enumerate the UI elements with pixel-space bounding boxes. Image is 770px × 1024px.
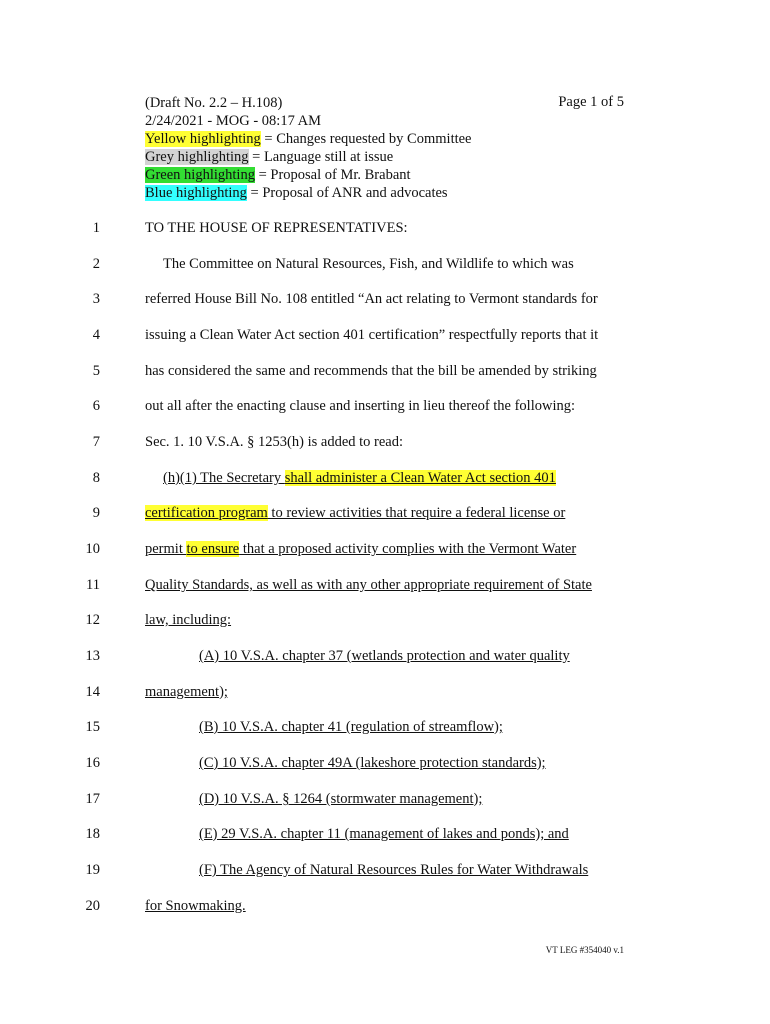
legend-green [145, 166, 411, 184]
line-text: (C) 10 V.S.A. chapter 49A (lakeshore protection standards); [199, 755, 546, 771]
line-number: 10 [85, 541, 100, 557]
line-text: out all after the enacting clause and inserting in lieu thereof the following: [145, 398, 576, 414]
line-number: 19 [85, 862, 100, 878]
highlighted-text: shall administer a Clean Water Act section 401 [284, 470, 556, 486]
legend-green-desc: = Proposal of Mr. Brabant [254, 167, 411, 183]
line-number: 4 [92, 327, 100, 343]
line-11 [0, 577, 770, 597]
line-text: law, including: [145, 612, 232, 628]
line-3 [0, 291, 770, 311]
line-text: The Committee on Natural Resources, Fish, and Wildlife to which was [163, 256, 574, 272]
line-number: 18 [85, 826, 100, 842]
line-15 [0, 719, 770, 739]
line-text [163, 470, 556, 487]
line-13 [0, 648, 770, 668]
highlighted-text: to ensure [186, 541, 240, 557]
line-text-part: to review activities that require a federal license or [267, 505, 566, 521]
line-number: 12 [85, 612, 100, 628]
line-5 [0, 363, 770, 383]
line-number: 6 [92, 398, 100, 414]
line-text: has considered the same and recommends that the bill be amended by striking [145, 363, 597, 379]
line-text: (A) 10 V.S.A. chapter 37 (wetlands protection and water quality [199, 648, 570, 664]
legend-blue [145, 184, 448, 202]
line-text: (F) The Agency of Natural Resources Rules for Water Withdrawals [199, 862, 589, 878]
line-number: 1 [92, 220, 100, 236]
legend-blue-label: Blue highlighting [145, 185, 247, 201]
legend-grey-desc: = Language still at issue [248, 149, 394, 165]
draft-datetime: 2/24/2021 - MOG - 08:17 AM [145, 113, 322, 129]
legend-yellow-desc: = Changes requested by Committee [260, 131, 472, 147]
legend-grey-label: Grey highlighting [145, 149, 249, 165]
line-text: issuing a Clean Water Act section 401 certification” respectfully reports that it [145, 327, 599, 343]
line-4 [0, 327, 770, 347]
line-text [145, 541, 576, 558]
line-2 [0, 256, 770, 276]
line-number: 9 [92, 505, 100, 521]
line-17 [0, 791, 770, 811]
legend-yellow-label: Yellow highlighting [145, 131, 261, 147]
line-9 [0, 505, 770, 525]
line-text-part: permit [145, 541, 187, 557]
line-14 [0, 684, 770, 704]
line-number: 3 [92, 291, 100, 307]
line-number: 11 [86, 577, 100, 593]
line-number: 20 [85, 898, 100, 914]
line-number: 2 [92, 256, 100, 272]
line-number: 16 [85, 755, 100, 771]
line-number: 8 [92, 470, 100, 486]
line-text: (B) 10 V.S.A. chapter 41 (regulation of streamflow); [199, 719, 503, 735]
legend-green-label: Green highlighting [145, 167, 255, 183]
line-number: 17 [85, 791, 100, 807]
line-number: 5 [92, 363, 100, 379]
line-number: 13 [85, 648, 100, 664]
line-text: TO THE HOUSE OF REPRESENTATIVES: [145, 220, 408, 236]
line-text: referred House Bill No. 108 entitled “An act relating to Vermont standards for [145, 291, 598, 307]
line-19 [0, 862, 770, 882]
line-text: Quality Standards, as well as with any other appropriate requirement of State [145, 577, 592, 593]
line-12 [0, 612, 770, 632]
line-10 [0, 541, 770, 561]
page-number: Page 1 of 5 [558, 94, 624, 110]
line-number: 14 [85, 684, 100, 700]
line-text: (D) 10 V.S.A. § 1264 (stormwater management); [199, 791, 483, 807]
line-text: (E) 29 V.S.A. chapter 11 (management of lakes and ponds); and [199, 826, 569, 842]
line-18 [0, 826, 770, 846]
line-text: management); [145, 684, 228, 700]
line-16 [0, 755, 770, 775]
line-7 [0, 434, 770, 454]
line-number: 7 [92, 434, 100, 450]
line-text-part: that a proposed activity complies with the Vermont Water [239, 541, 577, 557]
highlighted-text: certification program [145, 505, 268, 521]
line-text-part: (h)(1) The Secretary [163, 470, 285, 486]
line-8 [0, 470, 770, 490]
line-20 [0, 898, 770, 918]
legend-blue-desc: = Proposal of ANR and advocates [246, 185, 448, 201]
line-text: for Snowmaking. [145, 898, 246, 914]
legend-yellow [145, 130, 472, 148]
line-6 [0, 398, 770, 418]
line-1 [0, 220, 770, 240]
footer-doc-id: VT LEG #354040 v.1 [545, 945, 624, 955]
line-number: 15 [85, 719, 100, 735]
legend-grey [145, 148, 393, 166]
line-text: Sec. 1. 10 V.S.A. § 1253(h) is added to read: [145, 434, 404, 450]
draft-number: (Draft No. 2.2 – H.108) [145, 95, 283, 111]
line-text [145, 505, 565, 522]
